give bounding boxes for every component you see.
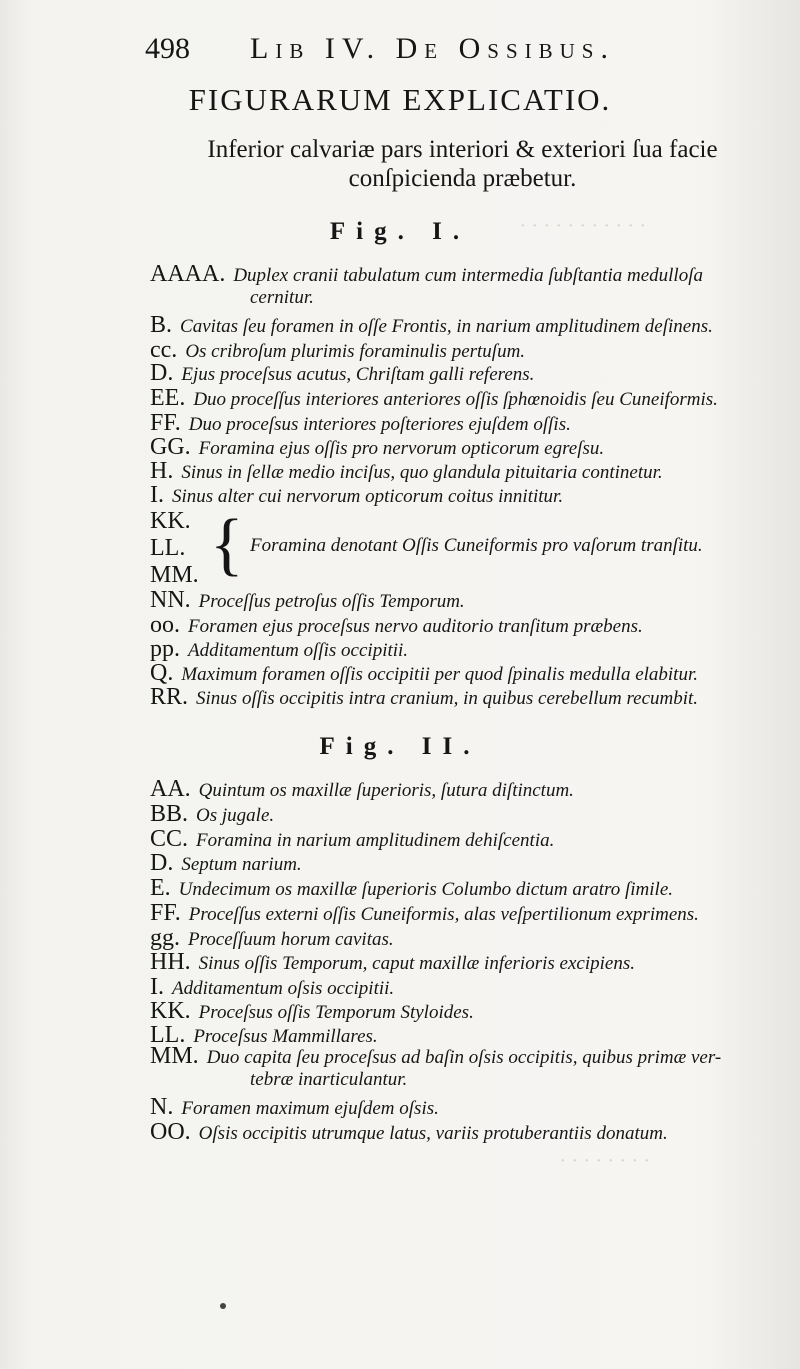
entry-text: Foramina denotant Oſſis Cuneiformis pro vaſorum tranſitu. <box>250 535 703 556</box>
entry-key: NN. <box>150 587 191 613</box>
bleed-through-text: · · · · · · · · · · · <box>520 215 646 237</box>
entry-text: Sinus alter cui nervorum opticorum coitus innititur. <box>172 486 564 507</box>
list-item <box>150 1119 770 1146</box>
entry-text: Foramen ejus proceſsus nervo auditorio tranſitum præbens. <box>188 616 643 637</box>
entry-text: Oſsis occipitis utrumque latus, variis protuberantiis donatum. <box>198 1123 668 1144</box>
entry-text-continuation: cernitur. <box>250 287 314 308</box>
entry-key: N. <box>150 1094 174 1120</box>
entry-key: LL. <box>150 1022 186 1048</box>
entry-text: Proceſſus externi oſſis Cuneiformis, alas veſpertilionum exprimens. <box>188 904 699 925</box>
entry-text: Additamentum oſſis occipitii. <box>188 640 409 661</box>
fig-1-heading: Fig. I. <box>329 218 471 245</box>
entry-key: E. <box>150 875 171 901</box>
entry-key: D. <box>150 360 174 386</box>
list-item <box>150 900 770 927</box>
entry-key: D. <box>150 850 174 876</box>
page-header <box>145 30 705 70</box>
entry-text: Proceſsus oſſis Temporum Styloides. <box>198 1002 474 1023</box>
entry-text: Foramina in narium amplitudinem dehiſcentia. <box>196 830 555 851</box>
entry-key: AA. <box>150 776 191 802</box>
list-item <box>150 974 770 1001</box>
list-item <box>150 434 770 461</box>
bleed-through-text: · · · · · · · · <box>560 1150 650 1172</box>
entry-text: Sinus in ſellæ medio inciſus, quo glandula pituitaria continetur. <box>181 462 663 483</box>
entry-key: Q. <box>150 660 174 686</box>
entry-key: FF. <box>150 410 181 436</box>
list-item <box>150 312 770 339</box>
list-item <box>150 850 770 877</box>
list-item <box>150 385 770 412</box>
entry-key: GG. <box>150 434 191 460</box>
list-item <box>150 660 770 687</box>
entry-key: OO. <box>150 1119 191 1145</box>
list-item <box>150 949 770 976</box>
list-item <box>150 263 770 309</box>
entry-text: Ejus proceſsus acutus, Chriſtam galli referens. <box>181 364 535 385</box>
entry-key: I. <box>150 974 164 1000</box>
entry-key: pp. <box>150 636 180 662</box>
entry-key: EE. <box>150 385 186 411</box>
list-item <box>150 636 770 663</box>
entry-key: KK. <box>150 508 191 534</box>
entry-text: Duo proceſsus interiores poſteriores ejuſdem oſſis. <box>188 414 571 435</box>
entry-key: KK. <box>150 998 191 1024</box>
entry-text: Proceſſus petroſus oſſis Temporum. <box>198 591 465 612</box>
entry-text: Foramina ejus oſſis pro nervorum opticorum egreſsu. <box>198 438 605 459</box>
entry-key: I. <box>150 482 164 508</box>
list-item <box>150 776 770 803</box>
entry-text: Duplex cranii tabulatum cum intermedia ſubſtantia medulloſa <box>233 265 703 286</box>
list-item <box>150 360 770 387</box>
entry-text: Duo proceſſus interiores anteriores oſſis ſphœnoidis ſeu Cuneiformis. <box>193 389 718 410</box>
entry-key: H. <box>150 458 174 484</box>
entry-text: Os cribroſum plurimis foraminulis pertuſum. <box>185 341 526 362</box>
list-item <box>150 925 770 952</box>
list-item <box>150 826 770 853</box>
entry-key: BB. <box>150 801 189 827</box>
ink-speck <box>220 1303 226 1309</box>
list-item <box>150 998 770 1025</box>
entry-key: cc. <box>150 337 178 363</box>
brace-icon: { <box>210 506 244 583</box>
list-item <box>150 1094 770 1121</box>
fig-2-heading: Fig. II. <box>319 733 481 760</box>
entry-text: Cavitas ſeu foramen in oſſe Frontis, in narium amplitudinem deſinens. <box>180 316 713 337</box>
entry-key: HH. <box>150 949 191 975</box>
list-item <box>150 1045 770 1091</box>
entry-key: LL. <box>150 535 186 561</box>
list-item <box>150 801 770 828</box>
list-item <box>150 410 770 437</box>
brace-keys <box>150 508 199 589</box>
entry-key: B. <box>150 312 173 338</box>
entry-text: Os jugale. <box>196 805 275 826</box>
entry-key: AAAA. <box>150 261 226 287</box>
entry-key: RR. <box>150 684 189 710</box>
list-item <box>150 587 770 614</box>
entry-text: Additamentum oſsis occipitii. <box>172 978 395 999</box>
entry-text-continuation: tebræ inarticulantur. <box>250 1069 408 1090</box>
entry-text: Proceſsus Mammillares. <box>193 1026 378 1047</box>
section-title: FIGURARUM EXPLICATIO. <box>188 82 612 117</box>
entry-text: Sinus oſſis Temporum, caput maxillæ inferioris excipiens. <box>198 953 635 974</box>
list-item <box>150 482 770 509</box>
running-title: Lib IV. De Ossibus. <box>250 32 615 65</box>
page-number: 498 <box>145 32 190 65</box>
entry-text: Septum narium. <box>181 854 302 875</box>
list-item <box>150 458 770 485</box>
list-item <box>150 684 770 711</box>
list-item <box>150 875 770 902</box>
entry-key: FF. <box>150 900 181 926</box>
entry-key: MM. <box>150 562 199 588</box>
entry-text: Maximum foramen oſſis occipitii per quod ſpinalis medulla elabitur. <box>181 664 698 685</box>
entry-text: Foramen maximum ejuſdem oſsis. <box>181 1098 439 1119</box>
braced-entry-group <box>150 508 770 588</box>
entry-text: Quintum os maxillæ ſuperioris, ſutura diſtinctum. <box>198 780 574 801</box>
section-subtitle: Inferior calvariæ pars interiori & exteriori ſua facie conſpicienda præbetur. <box>207 136 718 192</box>
entry-key: oo. <box>150 612 180 638</box>
list-item <box>150 612 770 639</box>
entry-text: Undecimum os maxillæ ſuperioris Columbo dictum aratro ſimile. <box>178 879 674 900</box>
entry-text: Sinus oſſis occipitis intra cranium, in quibus cerebellum recumbit. <box>196 688 699 709</box>
entry-key: gg. <box>150 925 180 951</box>
entry-text: Proceſſuum horum cavitas. <box>188 929 394 950</box>
entry-key: MM. <box>150 1043 199 1069</box>
entry-key: CC. <box>150 826 189 852</box>
entry-text: Duo capita ſeu proceſsus ad baſin oſsis occipitis, quibus primæ ver- <box>206 1047 722 1068</box>
